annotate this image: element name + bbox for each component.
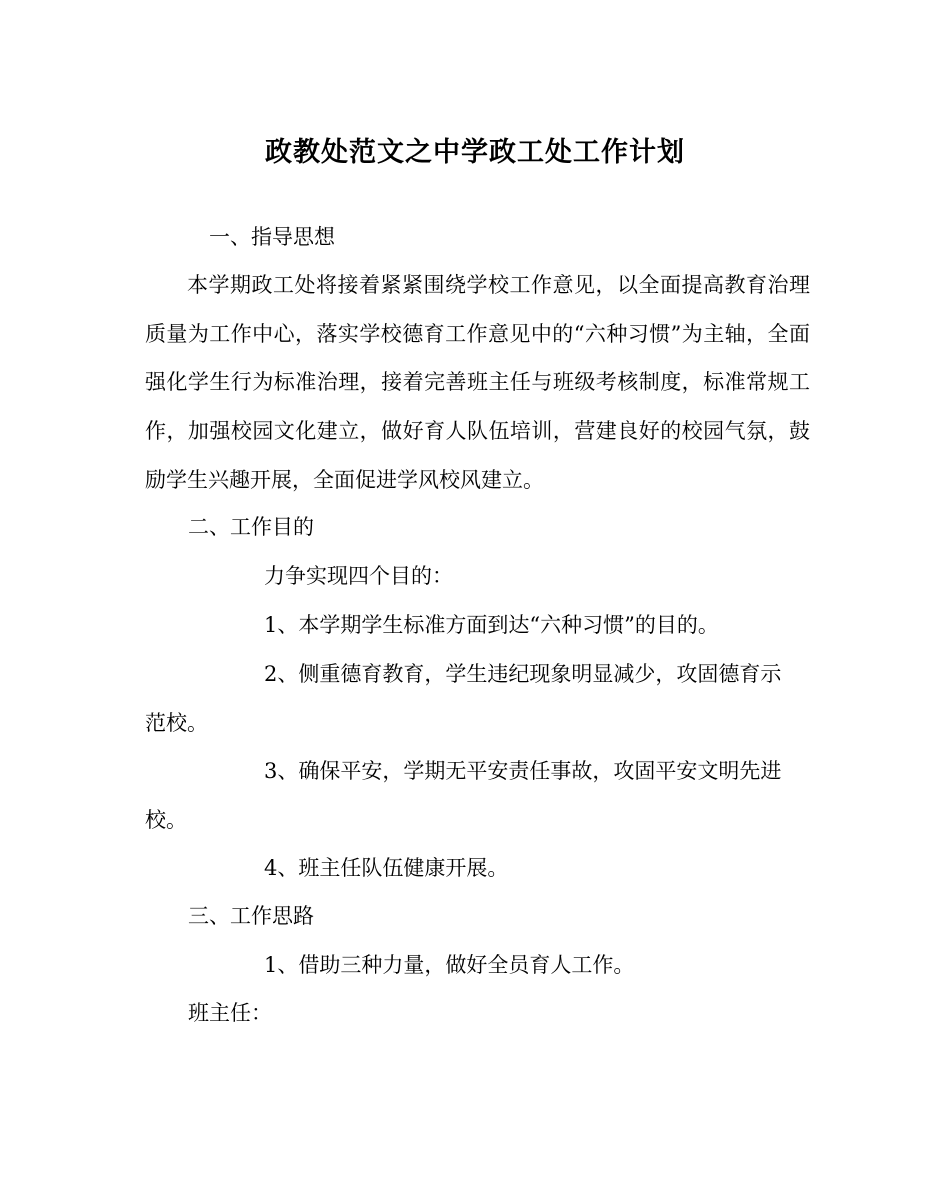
goal-item-2-line-1: 2、侧重德育教育，学生违纪现象明显减少，攻固德育示 [264, 662, 782, 686]
goal-item-1: 1、本学期学生标准方面到达“六种习惯”的目的。 [264, 613, 719, 637]
goal-item-3-line-1: 3、确保平安，学期无平安责任事故，攻固平安文明先进 [264, 759, 782, 783]
section-heading-guiding-ideology: 一、指导思想 [209, 225, 335, 249]
goal-item-3-line-2: 校。 [145, 808, 187, 832]
goals-intro: 力争实现四个目的： [264, 564, 453, 588]
section-heading-work-ideas: 三、工作思路 [188, 904, 314, 928]
goal-item-4: 4、班主任队伍健康开展。 [264, 856, 509, 880]
document-title: 政教处范文之中学政工处工作计划 [265, 137, 685, 168]
section-heading-work-goals: 二、工作目的 [188, 515, 314, 539]
idea-item-1: 1、借助三种力量，做好全员育人工作。 [264, 953, 635, 977]
head-teacher-label: 班主任： [188, 1001, 272, 1025]
guiding-ideology-paragraph: 本学期政工处将接着紧紧围绕学校工作意见，以全面提高教育治理质量为工作中心，落实学校德育工作意见中的“六种习惯”为主轴，全面强化学生行为标准治理，接着完善班主任与班级考核制度，标准常规工作，加强校园文化建立，做好育人队伍培训，营建良好的校园气氛，鼓励学生兴趣开展，全面促进学风校风建立。 [145, 273, 810, 492]
goal-item-2-line-2: 范校。 [145, 711, 208, 735]
